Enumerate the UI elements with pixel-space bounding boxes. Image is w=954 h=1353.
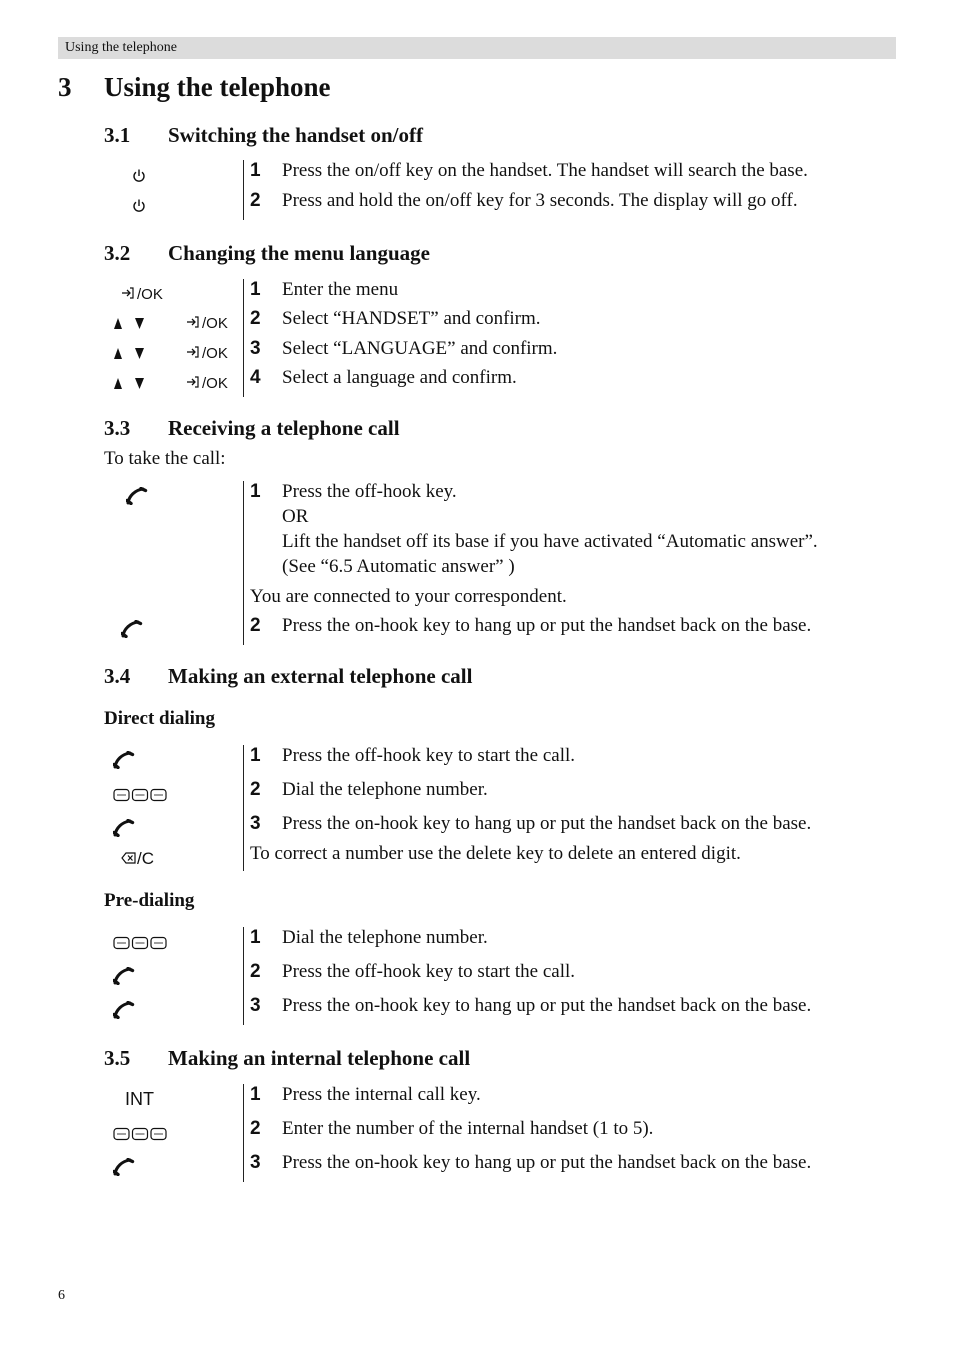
step-text: Select “HANDSET” and confirm. <box>282 308 541 329</box>
section-number-3-3: 3.3 <box>104 416 131 440</box>
subheading-pre-dialing: Pre-dialing <box>104 890 195 911</box>
step-number: 1 <box>250 160 261 181</box>
step-text: Press the on-hook key to hang up or put the handset back on the base. <box>282 1152 812 1173</box>
step-number: 1 <box>250 481 261 502</box>
on-hook-phone-icon <box>113 1001 137 1019</box>
delete-correct-key <box>121 849 154 869</box>
note-text: You are connected to your correspondent. <box>250 586 567 607</box>
step-divider <box>243 160 244 220</box>
step-text: Select “LANGUAGE” and confirm. <box>282 338 558 359</box>
step-number: 3 <box>250 813 261 834</box>
step-number: 3 <box>250 995 261 1016</box>
step-text: Press and hold the on/off key for 3 seconds. The display will go off. <box>282 190 798 211</box>
menu-enter-icon <box>186 375 202 389</box>
menu-ok-key <box>186 345 228 363</box>
intro-text: To take the call: <box>104 448 226 469</box>
section-number-3-5: 3.5 <box>104 1046 131 1070</box>
power-icon <box>132 198 146 214</box>
ok-label: /OK <box>137 286 163 303</box>
section-title-3-3: Receiving a telephone call <box>168 416 400 440</box>
section-title-3-2: Changing the menu language <box>168 241 430 265</box>
step-number: 4 <box>250 367 261 388</box>
step-text: Press the internal call key. <box>282 1084 481 1105</box>
step-text: Lift the handset off its base if you have activated “Automatic answer”. <box>282 531 818 552</box>
power-icon <box>132 168 146 184</box>
step-number: 2 <box>250 961 261 982</box>
step-text: Select a language and confirm. <box>282 367 517 388</box>
on-hook-phone-icon <box>113 819 137 837</box>
menu-enter-icon <box>186 345 202 359</box>
step-divider <box>243 1084 244 1182</box>
chapter-title: Using the telephone <box>104 72 331 102</box>
step-text: Press the on-hook key to hang up or put the handset back on the base. <box>282 995 812 1016</box>
step-text: Dial the telephone number. <box>282 927 488 948</box>
menu-ok-key <box>121 286 163 304</box>
on-hook-phone-icon <box>121 620 145 638</box>
keypad-icon <box>113 1127 167 1141</box>
step-number: 2 <box>250 190 261 211</box>
chapter-number: 3 <box>58 72 72 102</box>
step-number: 2 <box>250 1118 261 1139</box>
step-number: 3 <box>250 338 261 359</box>
running-header <box>58 37 896 59</box>
step-text: Press the off-hook key. <box>282 481 457 502</box>
step-text: Press the on-hook key to hang up or put the handset back on the base. <box>282 813 812 834</box>
step-divider <box>243 745 244 871</box>
page-number: 6 <box>58 1288 65 1303</box>
step-divider <box>243 927 244 1025</box>
step-text: OR <box>282 506 309 527</box>
step-text: Dial the telephone number. <box>282 779 488 800</box>
section-title-3-1: Switching the handset on/off <box>168 123 423 147</box>
step-number: 3 <box>250 1152 261 1173</box>
up-down-arrows-icon <box>113 376 153 390</box>
running-header-title: Using the telephone <box>65 40 177 55</box>
off-hook-phone-icon <box>113 967 137 985</box>
step-number: 2 <box>250 308 261 329</box>
step-number: 1 <box>250 1084 261 1105</box>
up-down-arrows-icon <box>113 346 153 360</box>
menu-enter-icon <box>186 315 202 329</box>
step-divider <box>243 279 244 397</box>
correct-label: /C <box>137 849 154 868</box>
step-number: 2 <box>250 779 261 800</box>
off-hook-phone-icon <box>113 751 137 769</box>
step-text: Enter the menu <box>282 279 399 300</box>
menu-ok-key <box>186 375 228 393</box>
off-hook-phone-icon <box>126 487 150 505</box>
step-text: Press the on-hook key to hang up or put the handset back on the base. <box>282 615 812 636</box>
section-number-3-4: 3.4 <box>104 664 131 688</box>
on-hook-phone-icon <box>113 1158 137 1176</box>
step-text: Press the on/off key on the handset. The handset will search the base. <box>282 160 808 181</box>
int-key: INT <box>125 1089 154 1109</box>
section-title-3-4: Making an external telephone call <box>168 664 473 688</box>
step-number: 1 <box>250 745 261 766</box>
step-text: (See “6.5 Automatic answer” ) <box>282 556 515 577</box>
note-text: To correct a number use the delete key to delete an entered digit. <box>250 843 741 864</box>
step-number: 1 <box>250 279 261 300</box>
step-text: Press the off-hook key to start the call. <box>282 961 576 982</box>
menu-ok-key <box>186 315 228 333</box>
section-title-3-5: Making an internal telephone call <box>168 1046 471 1070</box>
section-number-3-2: 3.2 <box>104 241 131 265</box>
step-text: Enter the number of the internal handset (1 to 5). <box>282 1118 654 1139</box>
delete-icon <box>121 850 137 866</box>
step-number: 2 <box>250 615 261 636</box>
keypad-icon <box>113 788 167 802</box>
step-number: 1 <box>250 927 261 948</box>
step-text: Press the off-hook key to start the call. <box>282 745 576 766</box>
keypad-icon <box>113 936 167 950</box>
subheading-direct-dialing: Direct dialing <box>104 708 216 729</box>
ok-label: /OK <box>202 345 228 362</box>
section-number-3-1: 3.1 <box>104 123 131 147</box>
ok-label: /OK <box>202 315 228 332</box>
up-down-arrows-icon <box>113 316 153 330</box>
ok-label: /OK <box>202 375 228 392</box>
menu-enter-icon <box>121 286 137 300</box>
step-divider <box>243 481 244 645</box>
